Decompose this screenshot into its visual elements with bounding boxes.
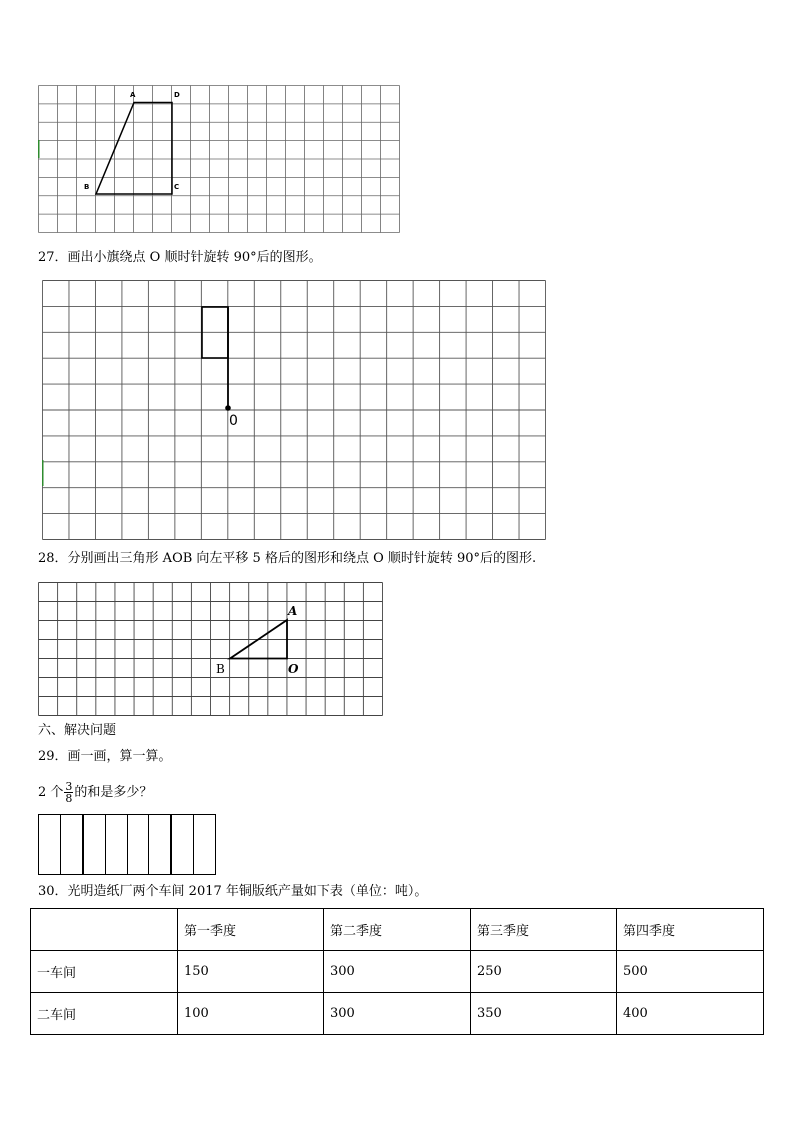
table-cell: 300 [324,951,471,993]
label-c: C [174,183,180,191]
table-cell: 350 [471,993,617,1035]
table-cell: 一车间 [31,951,178,993]
table-cell: 300 [324,993,471,1035]
production-table [30,908,764,1035]
bar-cell [127,815,149,874]
prompt-suffix: 的和是多少？ [74,785,153,800]
bar-cell [105,815,127,874]
table-header-cell: 第三季度 [471,909,617,951]
bar-cell [193,815,215,874]
question-text: 画出小旗绕点 O 顺时针旋转 90°后的图形。 [67,250,322,265]
table-cell: 150 [178,951,324,993]
table-header-cell: 第四季度 [617,909,764,951]
table-cell: 250 [471,951,617,993]
table-cell: 100 [178,993,324,1035]
table-header-row [31,909,764,951]
question-text: 光明造纸厂两个车间 2017 年铜版纸产量如下表（单位：吨）。 [67,884,428,899]
question-text: 画一画，算一算。 [67,749,172,764]
label-a: A [288,604,298,618]
table-cell: 二车间 [31,993,178,1035]
question-number: 29． [38,749,68,764]
bar-cell [82,815,105,874]
fraction-numerator: 3 [65,780,73,793]
table-header-cell: 第一季度 [178,909,324,951]
fraction-bar [38,814,216,875]
table-cell: 400 [617,993,764,1035]
question-number: 27． [38,250,68,265]
bar-cell [39,815,60,874]
bar-cell [170,815,193,874]
trapezoid-abcd [96,103,172,195]
question-29 [38,749,172,765]
question-30 [38,884,427,900]
bar-cell [60,815,82,874]
question-29-prompt [38,778,152,808]
prompt-prefix: 2 个 [38,785,64,800]
question-number: 28． [38,551,68,566]
label-a: A [130,91,136,99]
green-margin-mark [42,460,44,486]
fraction [64,781,73,804]
table-header-cell [31,909,178,951]
question-27 [38,250,322,266]
fraction-denominator: 8 [65,792,73,805]
point-o [225,405,231,411]
bar-cell [148,815,170,874]
label-d: D [174,91,180,99]
grid-triangle [38,582,383,716]
label-b: B [84,183,90,191]
table-cell: 500 [617,951,764,993]
label-o: O [288,662,299,676]
label-b: B [216,662,225,676]
grid-trapezoid [38,85,400,233]
grid-flag [42,280,546,540]
table-header-cell: 第二季度 [324,909,471,951]
question-number: 30． [38,884,68,899]
table-row [31,951,764,993]
green-margin-mark [38,140,40,158]
question-28 [38,551,536,567]
point-o-label: 0 [229,413,238,429]
table-row [31,993,764,1035]
section-title: 六、解决问题 [38,723,117,738]
question-text: 分别画出三角形 AOB 向左平移 5 格后的图形和绕点 O 顺时针旋转 90°后的图形. [67,551,537,566]
